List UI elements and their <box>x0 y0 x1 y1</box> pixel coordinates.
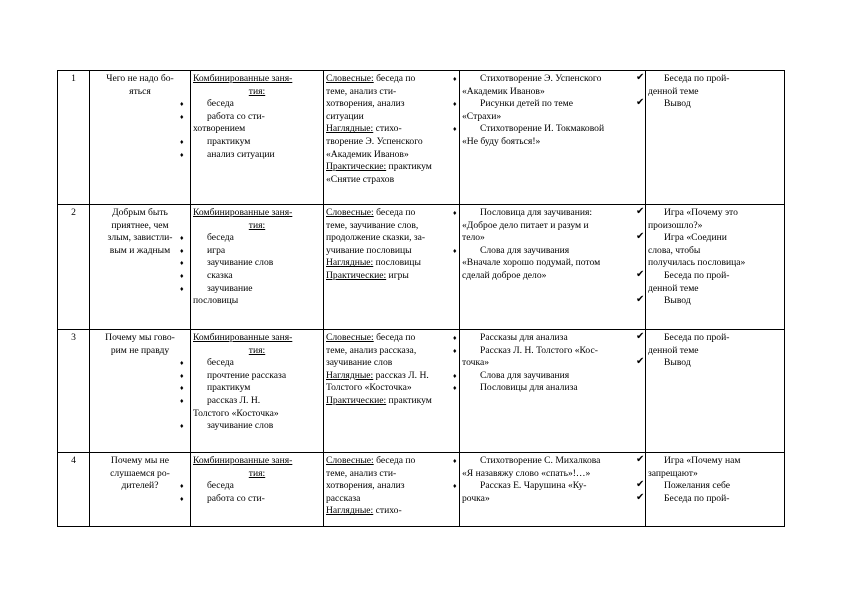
table-row <box>58 453 785 527</box>
result-text: произошло?» <box>648 219 703 231</box>
form-item <box>180 257 321 270</box>
material-text: тело» <box>462 232 485 244</box>
result-line <box>636 294 782 308</box>
result-line <box>636 231 782 245</box>
method-line <box>326 232 457 245</box>
methods-cell <box>324 71 460 205</box>
method-text: продолжение сказки, за- <box>326 232 426 244</box>
result-line <box>636 268 782 283</box>
method-label: Практические: <box>326 394 387 406</box>
check-icon: ✔ <box>636 491 645 503</box>
topic-line: приятнее, чем <box>111 219 169 231</box>
topic-line: слушаемся ро- <box>110 467 170 479</box>
result-line <box>648 257 782 270</box>
topic-line: рим не правду <box>110 344 170 356</box>
result-text: Беседа по прой- <box>664 492 730 504</box>
result-text: Беседа по прой- <box>664 332 730 343</box>
material-text: Рисунки детей по теме <box>480 98 573 110</box>
form-item <box>180 232 321 245</box>
method-text: пословицы <box>373 257 421 269</box>
result-text: денной теме <box>648 282 699 294</box>
material-line <box>453 244 643 258</box>
form-item <box>180 492 321 506</box>
material-line <box>462 257 643 270</box>
result-line <box>648 283 782 296</box>
bullet-icon: ♦ <box>453 371 457 380</box>
bullet-icon: ♦ <box>453 100 457 109</box>
method-text: хотворения, анализ <box>326 98 405 110</box>
result-text: Игра «Соедини <box>664 232 727 244</box>
method-line <box>326 161 457 174</box>
result-line <box>636 479 782 493</box>
method-label: Словесные: <box>326 73 374 84</box>
method-line <box>326 220 457 233</box>
forms-title: Комбинированные заня- <box>193 73 293 84</box>
method-text: «Снятие страхов <box>326 173 395 185</box>
method-line <box>326 468 457 481</box>
method-line <box>326 245 457 258</box>
method-text: творение Э. Успенского <box>326 135 423 147</box>
material-text: «Не буду бояться!» <box>462 135 541 147</box>
materials-cell <box>453 330 646 453</box>
material-line <box>453 332 643 345</box>
bullet-icon: ♦ <box>453 75 457 83</box>
material-text: «Страхи» <box>462 110 502 122</box>
material-line <box>462 220 643 233</box>
methods-cell <box>324 330 460 453</box>
material-text: «Я назавяжу слово «спать»!…» <box>462 467 591 479</box>
form-item <box>193 408 321 421</box>
material-text: «Доброе дело питает и разум и <box>462 219 589 231</box>
material-line <box>462 111 643 124</box>
form-item <box>180 282 321 296</box>
form-item-label: пословицы <box>193 295 239 307</box>
method-label: Практические: <box>326 161 387 173</box>
result-line <box>648 468 782 481</box>
method-line <box>326 123 457 136</box>
material-text: «Академик Иванов» <box>462 85 545 97</box>
form-item-label: работа со сти- <box>207 110 265 122</box>
results-cell <box>636 330 785 453</box>
table-row <box>58 205 785 330</box>
method-text: теме, заучивание слов, <box>326 219 419 231</box>
topic-cell <box>90 205 191 330</box>
result-line <box>636 356 782 370</box>
check-icon: ✔ <box>636 294 645 306</box>
check-icon: ✔ <box>636 268 645 280</box>
form-item-label: прочтение рассказа <box>207 369 287 381</box>
material-line <box>462 357 643 370</box>
method-line <box>326 136 457 149</box>
method-line <box>326 86 457 99</box>
method-line <box>326 382 457 395</box>
result-text: Игра «Почему это <box>664 207 738 218</box>
material-line <box>453 369 643 383</box>
row-number: 2 <box>58 205 90 330</box>
bullet-icon: ♦ <box>453 125 457 134</box>
method-text: рассказ Л. Н. <box>373 369 429 381</box>
result-text: получилась пословица» <box>648 257 746 269</box>
method-text: теме, анализ рассказа, <box>326 344 417 356</box>
result-line <box>648 86 782 99</box>
method-label: Словесные: <box>326 455 374 466</box>
bullet-icon: ♦ <box>180 100 184 109</box>
method-text: игры <box>386 269 409 281</box>
row-number: 3 <box>58 330 90 453</box>
topic-cell <box>90 330 191 453</box>
bullet-icon: ♦ <box>453 334 457 342</box>
result-text: Беседа по прой- <box>664 73 730 84</box>
method-line <box>326 174 457 187</box>
result-text: Вывод <box>664 98 691 110</box>
check-icon: ✔ <box>636 479 645 491</box>
form-item <box>180 148 321 162</box>
method-line <box>326 73 457 86</box>
materials-cell <box>453 453 646 527</box>
form-item-label: работа со сти- <box>207 492 265 504</box>
material-line <box>462 270 643 283</box>
methods-cell <box>324 453 460 527</box>
form-item-label: беседа <box>207 357 234 369</box>
form-item <box>180 244 321 258</box>
form-item-label: игра <box>207 244 226 256</box>
topic-line: дителей? <box>121 480 159 492</box>
topic-cell <box>90 453 191 527</box>
check-icon: ✔ <box>636 331 645 342</box>
form-item-label: беседа <box>207 480 234 492</box>
method-label: Наглядные: <box>326 505 374 517</box>
method-label: Наглядные: <box>326 369 374 381</box>
material-text: Стихотворение С. Михалкова <box>480 455 601 466</box>
material-line <box>462 493 643 506</box>
material-line <box>453 455 643 468</box>
bullet-icon: ♦ <box>180 396 184 405</box>
form-item <box>180 110 321 124</box>
material-text: Пословицы для анализа <box>480 382 578 394</box>
check-icon: ✔ <box>636 206 645 217</box>
form-item <box>180 480 321 493</box>
method-line <box>326 257 457 270</box>
row-number: 4 <box>58 453 90 527</box>
result-line <box>636 72 782 86</box>
method-text: стихо- <box>373 123 402 135</box>
form-item-label: практикум <box>207 382 251 394</box>
bullet-icon: ♦ <box>453 384 457 393</box>
method-line <box>326 395 457 408</box>
form-item <box>180 135 321 149</box>
result-text: слова, чтобы <box>648 244 701 256</box>
method-line <box>326 357 457 370</box>
result-text: Пожелания себе <box>664 480 731 492</box>
topic-cell <box>90 71 191 205</box>
method-text: стихо- <box>373 505 402 517</box>
check-icon: ✔ <box>636 72 645 83</box>
bullet-icon: ♦ <box>180 359 184 368</box>
form-item <box>180 394 321 408</box>
material-text: Слова для заучивания <box>480 244 570 256</box>
form-item-label: заучивание <box>207 282 253 294</box>
bullet-icon: ♦ <box>180 137 184 146</box>
form-item-label: беседа <box>207 98 234 110</box>
method-text: беседа по <box>373 73 416 84</box>
method-line <box>326 493 457 506</box>
method-label: Практические: <box>326 269 387 281</box>
bullet-icon: ♦ <box>453 246 457 255</box>
forms-title: Комбинированные заня- <box>193 207 293 218</box>
result-text: Вывод <box>664 295 691 307</box>
form-item <box>193 123 321 136</box>
result-text: денной теме <box>648 344 699 356</box>
material-text: Рассказы для анализа <box>480 332 568 343</box>
method-line <box>326 480 457 493</box>
check-icon: ✔ <box>636 356 645 368</box>
method-text: теме, анализ сти- <box>326 85 397 97</box>
result-line <box>636 454 782 468</box>
bullet-icon: ♦ <box>453 346 457 355</box>
table-row <box>58 71 785 205</box>
method-text: теме, анализ сти- <box>326 467 397 479</box>
bullet-icon: ♦ <box>453 209 457 217</box>
bullet-icon: ♦ <box>180 246 184 255</box>
bullet-icon: ♦ <box>453 482 457 491</box>
method-text: «Академик Иванов» <box>326 148 409 160</box>
method-line <box>326 111 457 124</box>
result-text: запрещают» <box>648 467 698 479</box>
bullet-icon: ♦ <box>180 384 184 393</box>
topic-line: яться <box>129 85 151 97</box>
result-line <box>636 491 782 506</box>
method-line <box>326 149 457 162</box>
methods-cell <box>324 205 460 330</box>
lesson-forms-cell <box>180 453 324 527</box>
material-line <box>453 73 643 86</box>
material-line <box>462 136 643 149</box>
method-line <box>326 98 457 111</box>
bullet-icon: ♦ <box>180 271 184 280</box>
method-line <box>326 345 457 358</box>
bullet-icon: ♦ <box>180 112 184 121</box>
method-text: практикум <box>386 161 432 173</box>
method-text: беседа по <box>373 207 416 218</box>
result-text: Вывод <box>664 357 691 369</box>
result-line <box>636 331 782 345</box>
bullet-icon: ♦ <box>453 457 457 465</box>
material-line <box>462 232 643 245</box>
material-line <box>453 123 643 136</box>
bullet-icon: ♦ <box>180 150 184 159</box>
method-text: Толстого «Косточка» <box>326 382 412 394</box>
result-text: Беседа по прой- <box>664 269 730 281</box>
material-text: Рассказ Е. Чарушина «Ку- <box>480 480 587 492</box>
lesson-forms-cell <box>180 71 324 205</box>
material-text: рочка» <box>462 492 490 504</box>
row-number: 1 <box>58 71 90 205</box>
lesson-forms-cell <box>180 205 324 330</box>
materials-cell <box>453 71 646 205</box>
method-text: беседа по <box>373 332 416 343</box>
topic-line: Чего не надо бо- <box>106 73 174 84</box>
form-item-label: заучивание слов <box>207 257 274 269</box>
material-line <box>462 468 643 481</box>
topic-line: Почему мы гово- <box>105 332 175 343</box>
results-cell <box>636 453 785 527</box>
form-item-label: рассказ Л. Н. <box>207 394 261 406</box>
method-line <box>326 455 457 468</box>
check-icon: ✔ <box>636 97 645 109</box>
results-cell <box>636 71 785 205</box>
bullet-icon: ♦ <box>180 371 184 380</box>
result-line <box>636 97 782 111</box>
topic-line: Почему мы не <box>110 455 170 466</box>
form-item-label: анализ ситуации <box>207 148 275 160</box>
method-text: практикум <box>386 394 432 406</box>
forms-title: Комбинированные заня- <box>193 455 293 466</box>
material-line <box>453 344 643 358</box>
material-text: точка» <box>462 357 490 369</box>
form-item <box>180 369 321 383</box>
bullet-icon: ♦ <box>180 482 184 491</box>
materials-cell <box>453 205 646 330</box>
form-item-label: практикум <box>207 135 251 147</box>
lesson-forms-cell <box>180 330 324 453</box>
method-text: заучивание слов <box>326 357 393 369</box>
result-text: денной теме <box>648 85 699 97</box>
method-line <box>326 370 457 383</box>
result-line <box>648 245 782 258</box>
material-line <box>453 480 643 493</box>
material-text: Пословица для заучивания: <box>480 207 593 218</box>
form-item <box>180 269 321 283</box>
check-icon: ✔ <box>636 454 645 465</box>
method-line <box>326 270 457 283</box>
form-item <box>193 295 321 308</box>
bullet-icon: ♦ <box>180 259 184 268</box>
material-line <box>453 98 643 111</box>
bullet-icon: ♦ <box>180 284 184 293</box>
forms-title: тия: <box>248 344 266 356</box>
form-item <box>180 98 321 111</box>
bullet-icon: ♦ <box>180 422 184 431</box>
method-label: Словесные: <box>326 332 374 343</box>
material-text: Рассказ Л. Н. Толстого «Кос- <box>480 344 598 356</box>
results-cell <box>636 205 785 330</box>
method-line <box>326 332 457 345</box>
method-text: ситуации <box>326 110 364 122</box>
bullet-icon: ♦ <box>180 234 184 243</box>
check-icon: ✔ <box>636 231 645 243</box>
method-line <box>326 505 457 518</box>
method-text: учивание пословицы <box>326 244 412 256</box>
form-item-label: сказка <box>207 269 233 281</box>
method-text: беседа по <box>373 455 416 466</box>
form-item <box>180 420 321 433</box>
material-line <box>462 86 643 99</box>
material-text: Стихотворение Э. Успенского <box>480 73 602 84</box>
topic-line: злым, завистли- <box>107 232 173 244</box>
forms-title: Комбинированные заня- <box>193 332 293 343</box>
table-row <box>58 330 785 453</box>
forms-title: тия: <box>248 85 266 97</box>
method-label: Словесные: <box>326 207 374 218</box>
bullet-icon: ♦ <box>180 494 184 503</box>
method-line <box>326 207 457 220</box>
material-line <box>453 207 643 220</box>
form-item <box>180 382 321 395</box>
result-line <box>636 206 782 220</box>
method-text: рассказа <box>326 492 361 504</box>
method-text: хотворения, анализ <box>326 480 405 492</box>
topic-line: Добрым быть <box>112 207 168 218</box>
topic-line: вым и жадным <box>109 244 171 256</box>
material-text: Слова для заучивания <box>480 369 570 381</box>
result-line <box>648 220 782 233</box>
forms-title: тия: <box>248 219 266 231</box>
method-label: Наглядные: <box>326 123 374 135</box>
material-text: «Вначале хорошо подумай, потом <box>462 257 601 269</box>
forms-title: тия: <box>248 467 266 479</box>
form-item-label: Толстого «Косточка» <box>193 407 279 419</box>
form-item-label: хотворением <box>193 123 246 135</box>
result-line <box>648 345 782 358</box>
material-text: сделай доброе дело» <box>462 269 547 281</box>
lesson-plan-table <box>57 70 785 527</box>
form-item <box>180 357 321 370</box>
material-text: Стихотворение И. Токмаковой <box>480 123 605 135</box>
material-line <box>453 382 643 395</box>
form-item-label: беседа <box>207 232 234 244</box>
result-text: Игра «Почему нам <box>664 455 741 466</box>
method-label: Наглядные: <box>326 257 374 269</box>
form-item-label: заучивание слов <box>207 420 274 432</box>
